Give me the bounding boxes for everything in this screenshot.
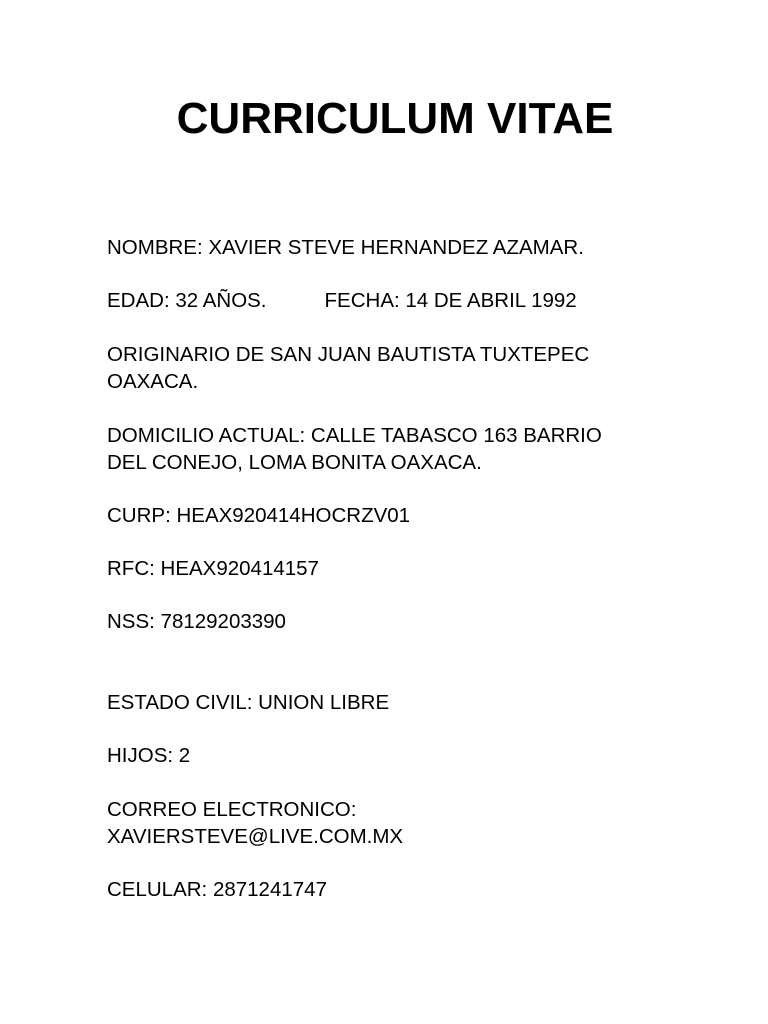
fecha-text: FECHA: 14 DE ABRIL 1992 [324,289,577,312]
domicilio-line-2: DEL CONEJO, LOMA BONITA OAXACA. [107,451,482,474]
hijos-line: HIJOS: 2 [107,744,191,767]
nss-line: NSS: 78129203390 [107,610,286,633]
rfc-line: RFC: HEAX920414157 [107,557,319,580]
curp-line: CURP: HEAX920414HOCRZV01 [107,504,411,527]
nombre-line: NOMBRE: XAVIER STEVE HERNANDEZ AZAMAR. [107,236,584,259]
originario-line-1: ORIGINARIO DE SAN JUAN BAUTISTA TUXTEPEC [107,343,590,366]
correo-label: CORREO ELECTRONICO: [107,798,357,821]
domicilio-line-1: DOMICILIO ACTUAL: CALLE TABASCO 163 BARRIO [107,424,602,447]
edad-text: EDAD: 32 AÑOS. [107,289,267,312]
page-title: CURRICULUM VITAE [176,94,614,143]
estado-civil-line: ESTADO CIVIL: UNION LIBRE [107,691,390,714]
originario-line-2: OAXACA. [107,370,199,393]
edad-fecha-line [107,287,577,314]
correo-value: XAVIERSTEVE@LIVE.COM.MX [107,825,404,848]
celular-line: CELULAR: 2871241747 [107,878,327,901]
